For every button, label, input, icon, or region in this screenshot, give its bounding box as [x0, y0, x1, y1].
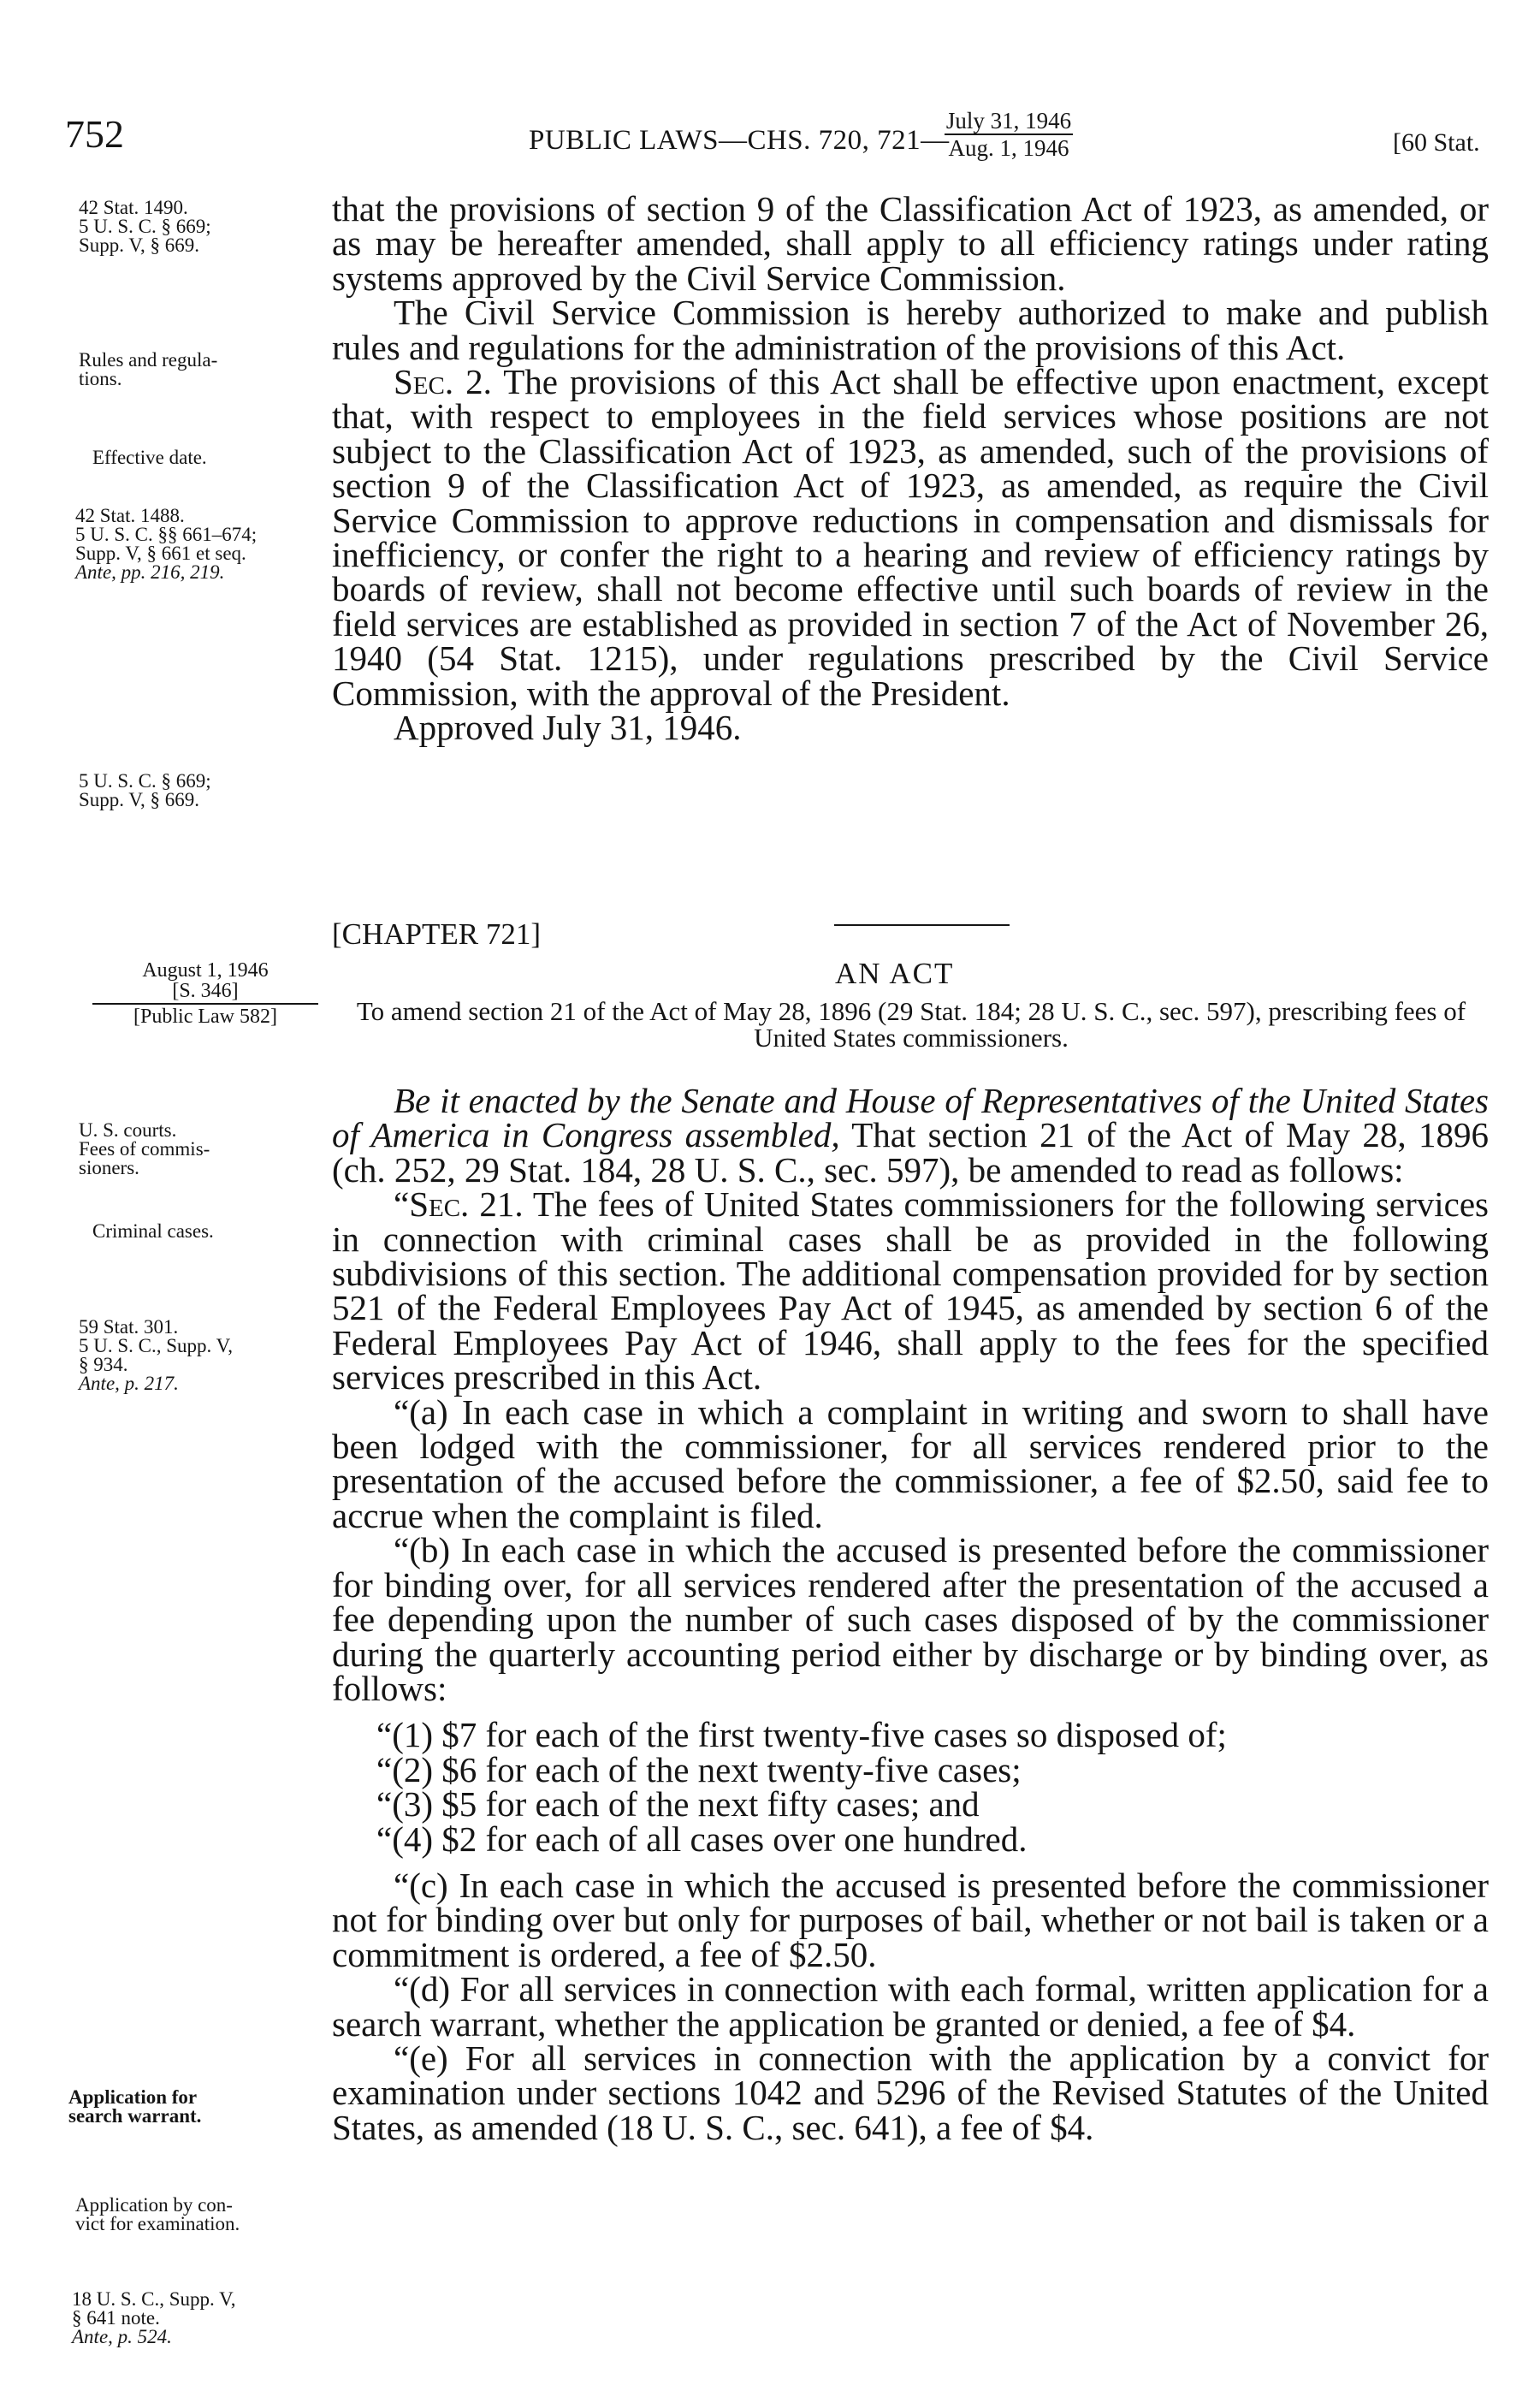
- subsection-e: “(e) For all services in connection with the application by a convict for examination under sections 1042 and 5296 of the Revised Statutes of the United States, as amended (18 U. S. C., sec. 641), a fee of $4.: [332, 2038, 1489, 2147]
- fee-item-1: “(1) $7 for each of the first twenty-five cases so disposed of;: [376, 1715, 1227, 1755]
- header-date-top: July 31, 1946: [945, 108, 1072, 134]
- fee-item-2: “(2) $6 for each of the next twenty-five cases;: [376, 1749, 1022, 1789]
- note-divider: [92, 1003, 318, 1005]
- note-line: Ante, pp. 216, 219.: [75, 561, 225, 583]
- margin-note-citation-3: [79, 772, 211, 810]
- note-line: 18 U. S. C., Supp. V,: [72, 2288, 236, 2310]
- running-title: PUBLIC LAWS—CHS. 720, 721—: [529, 125, 950, 156]
- note-line: sioners.: [79, 1157, 139, 1178]
- note-line: Ante, p. 524.: [72, 2326, 172, 2347]
- section-text: The provisions of this Act shall be effective upon enactment, except that, with respect to employees in the field services whose positions are not subject to the Classification Act of 1923, as amended, such of the provisions of section 9 of the Classification Act of 1923, as amended, as require the Civil Service Commission to approve reductions in compensation and dismissals for inefficiency, or confer the right to a hearing and review of efficiency ratings by boards of review, shall not become effective until such boards of review in the field services are established as provided in section 7 of the Act of November 26, 1940 (54 Stat. 1215), under regulations prescribed by the Civil Service Commission, with the approval of the President.: [332, 362, 1489, 713]
- header-date-range: [945, 108, 1073, 161]
- volume-label: [60 Stat.: [1393, 128, 1480, 157]
- margin-note-criminal-cases: [92, 1222, 214, 1241]
- note-line: Rules and regula-: [79, 349, 218, 371]
- note-line: Supp. V, § 661 et seq.: [75, 543, 246, 564]
- section-text: The fees of United States commissioners for the following services in connection with criminal cases shall be as provided in the following subdivisions of this section. The additional compensation provided for by section 521 of the Federal Employees Pay Act of 1945, as amended by section 6 of the Federal Employees Pay Act of 1946, shall apply to the fees for the specified services prescribed in this Act.: [332, 1184, 1489, 1397]
- note-line: 5 U. S. C., Supp. V,: [79, 1335, 234, 1356]
- note-line: 59 Stat. 301.: [79, 1316, 179, 1338]
- enacting-formula: Be it enacted by the Senate and House of Representatives of the United States of America in Congress assembled,: [332, 1081, 1489, 1155]
- section-2-paragraph: [332, 362, 1489, 713]
- chapter-720-text: [332, 189, 1489, 748]
- margin-note-act-info: [92, 960, 318, 1027]
- note-line: Application by con-: [75, 2194, 233, 2216]
- section-21-paragraph: [332, 1184, 1489, 1397]
- header-date-bottom: Aug. 1, 1946: [948, 135, 1069, 161]
- act-purpose: To amend section 21 of the Act of May 28, 1896 (29 Stat. 184; 28 U. S. C., sec. 597), prescribing fees of United States commissioners.: [356, 996, 1466, 1053]
- note-line: tions.: [79, 368, 122, 389]
- margin-note-citation-1: [79, 199, 211, 255]
- an-act-heading: AN ACT: [835, 957, 955, 990]
- note-line: August 1, 1946: [142, 959, 269, 982]
- note-line: search warrant.: [68, 2105, 202, 2127]
- margin-note-search-warrant: [68, 2088, 201, 2126]
- enacting-text: That section 21 of the Act of May 28, 1896 (ch. 252, 29 Stat. 184, 28 U. S. C., sec. 597), be amended to read as follows:: [332, 1115, 1489, 1190]
- note-line: 42 Stat. 1490.: [79, 197, 188, 218]
- page-number: 752: [65, 112, 124, 156]
- note-line: 42 Stat. 1488.: [75, 505, 185, 526]
- enacting-clause: [332, 1081, 1489, 1190]
- note-line: 5 U. S. C. §§ 661–674;: [75, 524, 258, 545]
- chapter-divider: [834, 924, 1010, 926]
- chapter-heading: [CHAPTER 721]: [332, 917, 542, 951]
- chapter-721-text: [332, 1083, 1489, 2145]
- note-line: 5 U. S. C. § 669;: [79, 770, 211, 792]
- subsection-c: “(c) In each case in which the accused is presented before the commissioner not for binding over but only for purposes of bail, whether or not bail is taken or a commitment is ordered, a fee of $2.50.: [332, 1865, 1489, 1974]
- section-label: “Sec. 21.: [394, 1184, 524, 1225]
- note-line: Criminal cases.: [92, 1220, 214, 1242]
- note-line: Fees of commis-: [79, 1138, 210, 1160]
- note-line: Supp. V, § 669.: [79, 789, 200, 810]
- note-line: Application for: [68, 2086, 198, 2108]
- note-line: 5 U. S. C. § 669;: [79, 216, 211, 237]
- approval-line: Approved July 31, 1946.: [394, 708, 742, 748]
- note-line: Supp. V, § 669.: [79, 234, 200, 256]
- note-line: U. S. courts.: [79, 1119, 177, 1141]
- margin-note-citation-2: [75, 507, 257, 582]
- margin-note-us-courts: [79, 1121, 210, 1178]
- subsection-b: “(b) In each case in which the accused is presented before the commissioner for binding over, for all services rendered after the presentation of the accused a fee depending upon the number of such cases disposed of by the commissioner during the quarterly accounting period either by discharge or by binding over, as follows:: [332, 1530, 1489, 1708]
- subsection-a: “(a) In each case in which a complaint in writing and sworn to shall have been lodged with the commissioner, for all services rendered prior to the presentation of the accused before the commissioner, a fee of $2.50, said fee to accrue when the complaint is filed.: [332, 1391, 1489, 1535]
- subsection-d: “(d) For all services in connection with each formal, written application for a search warrant, whether the application be granted or denied, a fee of $4.: [332, 1969, 1489, 2044]
- note-line: [Public Law 582]: [133, 1006, 277, 1028]
- paragraph: The Civil Service Commission is hereby authorized to make and publish rules and regulations for the administration of the provisions of this Act.: [332, 293, 1489, 367]
- paragraph: that the provisions of section 9 of the Classification Act of 1923, as amended, or as may be hereafter amended, shall apply to all efficiency ratings under rating systems approved by the Civil Service Commission.: [332, 189, 1489, 298]
- note-line: § 641 note.: [72, 2307, 160, 2329]
- note-line: Effective date.: [92, 447, 207, 468]
- margin-note-convict-exam: [75, 2196, 240, 2234]
- fee-item-3: “(3) $5 for each of the next fifty cases; and: [376, 1784, 980, 1824]
- margin-note-citation-4: [79, 1318, 233, 1393]
- margin-note-effective-date: [92, 448, 207, 467]
- section-label: Sec. 2.: [394, 362, 492, 402]
- note-line: vict for examination.: [75, 2213, 240, 2234]
- note-line: § 934.: [79, 1354, 128, 1375]
- margin-note-citation-5: [72, 2290, 236, 2347]
- margin-note-rules: [79, 351, 217, 389]
- fee-item-4: “(4) $2 for each of all cases over one hundred.: [376, 1819, 1028, 1859]
- note-line: Ante, p. 217.: [79, 1373, 179, 1394]
- note-line: [S. 346]: [172, 980, 239, 1002]
